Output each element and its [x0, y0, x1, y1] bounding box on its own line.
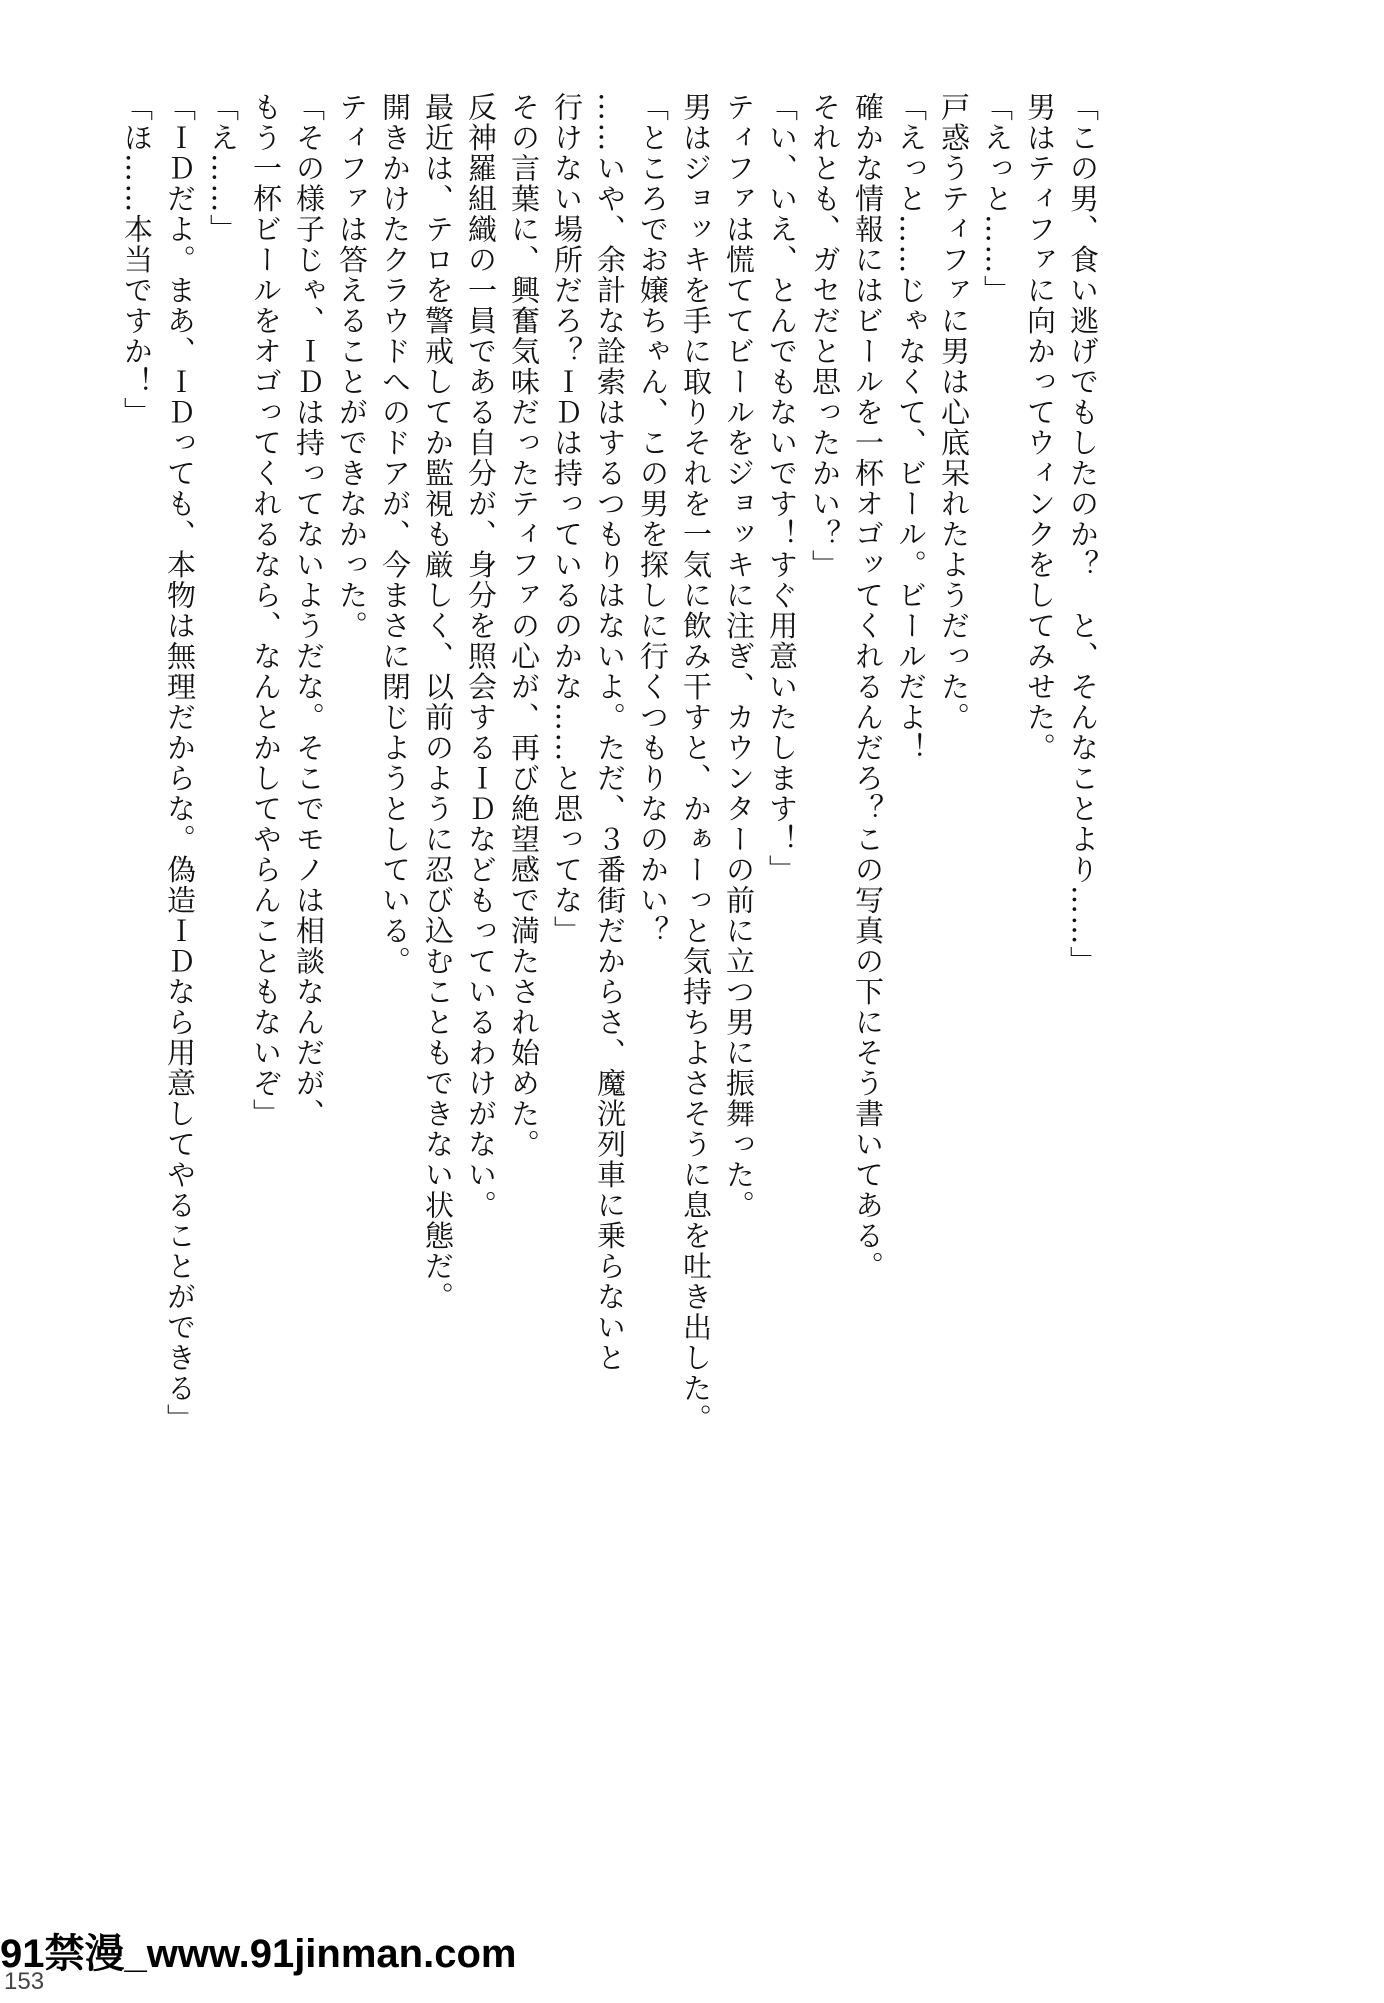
- text-line: 確かな情報にはビールを一杯オゴッてくれるんだろ？この写真の下にそう書いてある。: [851, 92, 885, 1282]
- text-line: ティファは慌ててビールをジョッキに注ぎ、カウンターの前に立つ男に振舞った。: [722, 92, 756, 1221]
- text-line: 「ほ……本当ですか！」: [120, 92, 154, 428]
- text-line: 「その様子じゃ、ＩＤは持ってないようだな。そこでモノは相談なんだが、: [292, 92, 326, 1129]
- text-line: 「い、いえ、とんでもないです！すぐ用意いたします！」: [765, 92, 799, 885]
- text-line: それとも、ガセだと思ったかい？」: [808, 92, 842, 580]
- text-line: 「え……」: [206, 92, 240, 245]
- text-line: その言葉に、興奮気味だったティファの心が、再び絶望感で満たされ始めた。: [507, 92, 541, 1160]
- text-line: ……いや、余計な詮索はするつもりはないよ。ただ、３番街だからさ、魔洸列車に乗らないと: [593, 92, 627, 1373]
- text-line: 行けない場所だろ？ＩＤは持っているのかな……と思ってな」: [550, 92, 584, 946]
- site-watermark: 91禁漫_www.91jinman.com: [0, 1932, 517, 1976]
- text-line: 「ＩＤだよ。まあ、ＩＤっても、本物は無理だからな。偽造ＩＤなら用意してやることができる」: [163, 92, 197, 1434]
- text-line: ティファは答えることができなかった。: [335, 92, 369, 641]
- vertical-text-block: [115, 92, 1104, 1434]
- text-line: 「えっと……じゃなくて、ビール。ビールだよ！: [894, 92, 928, 763]
- text-line: 反神羅組織の一員である自分が、身分を照会するＩＤなどもっているわけがない。: [464, 92, 498, 1221]
- text-line: 最近は、テロを警戒してか監視も厳しく、以前のように忍び込むこともできない状態だ。: [421, 92, 455, 1312]
- text-line: もう一杯ビールをオゴってくれるなら、なんとかしてやらんこともないぞ」: [249, 92, 283, 1129]
- text-line: 開きかけたクラウドへのドアが、今まさに閉じようとしている。: [378, 92, 412, 977]
- text-line: 「この男、食い逃げでもしたのか？ と、そんなことより……」: [1066, 92, 1100, 977]
- page-number: 153: [4, 1968, 45, 1995]
- text-line: 「えっと……」: [980, 92, 1014, 306]
- text-line: 男はジョッキを手に取りそれを一気に飲み干すと、かぁーっと気持ちよさそうに息を吐き出した。: [679, 92, 713, 1434]
- text-line: 「ところでお嬢ちゃん、この男を探しに行くつもりなのかい？: [636, 92, 670, 946]
- text-line: 男はティファに向かってウィンクをしてみせた。: [1023, 92, 1057, 763]
- text-line: 戸惑うティファに男は心底呆れたようだった。: [937, 92, 971, 733]
